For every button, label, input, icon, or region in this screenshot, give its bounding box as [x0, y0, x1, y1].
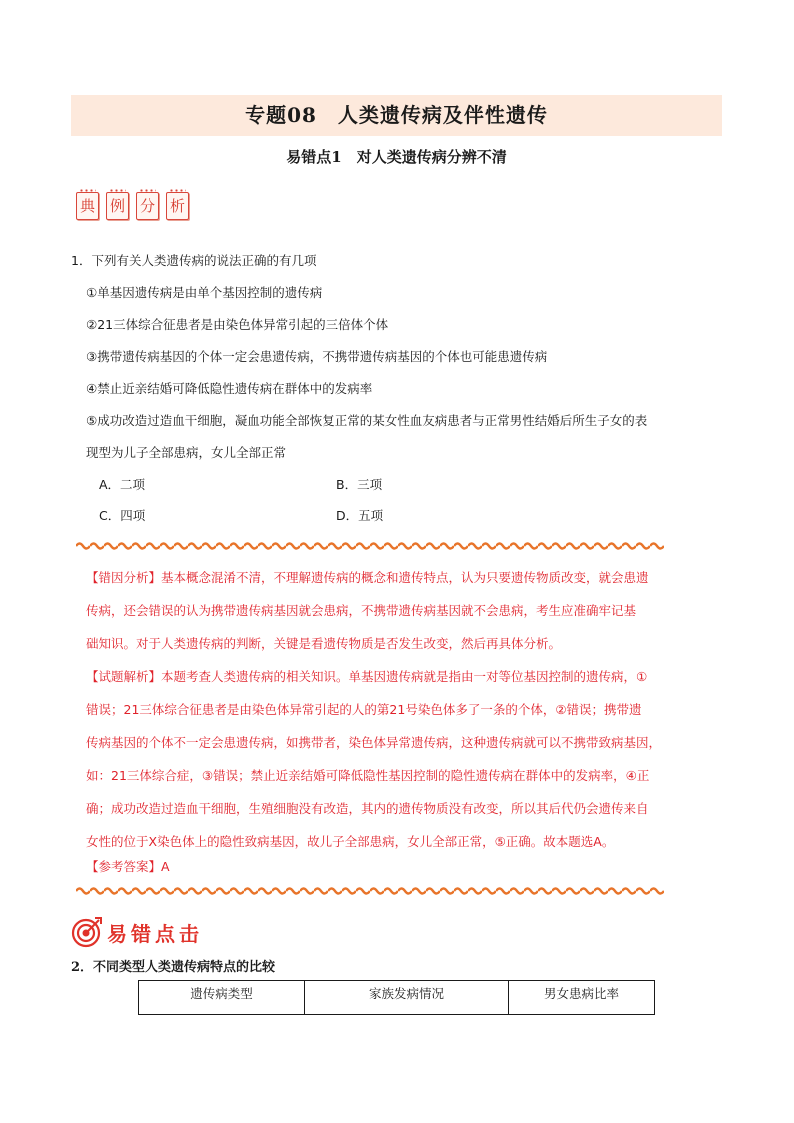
statement-5-cont: 现型为儿子全部患病，女儿全部正常: [86, 445, 287, 460]
section-2-heading: 2．不同类型人类遗传病特点的比较: [71, 960, 276, 975]
table-header-row: [139, 981, 655, 1015]
explanation-line: 确；成功改造过造血干细胞，生殖细胞没有改造，其内的遗传物质没有改变，所以其后代仍会遗传来自: [86, 801, 649, 816]
reference-answer: 【参考答案】A: [86, 859, 170, 874]
explanation-line: 错误；21三体综合征患者是由染色体异常引起的人的第21号染色体多了一条的个体，②错误；携带遗: [86, 702, 642, 717]
badge-char: 析: [166, 192, 189, 220]
table-header-cell: 遗传病类型: [139, 981, 305, 1015]
statement-1: ①单基因遗传病是由单个基因控制的遗传病: [86, 285, 323, 300]
error-cause-line: 传病，还会错误的认为携带遗传病基因就会患病，不携带遗传病基因就不会患病，考生应准确牢记基: [86, 603, 637, 618]
statement-5: ⑤成功改造过造血干细胞，凝血功能全部恢复正常的某女性血友病患者与正常男性结婚后所生子女的表: [86, 413, 648, 428]
example-analysis-badge: [76, 192, 189, 220]
statement-2: ②21三体综合征患者是由染色体异常引起的三倍体个体: [86, 317, 389, 332]
tips-badge-label: 易错点击: [107, 921, 203, 946]
wavy-divider: [76, 540, 664, 550]
option-d: D．五项: [336, 508, 384, 523]
tips-badge: [71, 916, 203, 948]
option-b: B．三项: [336, 477, 383, 492]
target-icon: [71, 916, 103, 948]
error-cause-line: 【错因分析】基本概念混淆不清，不理解遗传病的概念和遗传特点，认为只要遗传物质改变，就会患遗: [86, 570, 649, 585]
badge-char: 例: [106, 192, 129, 220]
explanation-line: 女性的位于X染色体上的隐性致病基因，故儿子全部患病，女儿全部正常，⑤正确。故本题选A。: [86, 834, 615, 849]
table-header-cell: 男女患病比率: [509, 981, 655, 1015]
badge-char: 分: [136, 192, 159, 220]
section-subtitle: 易错点1 对人类遗传病分辨不清: [286, 148, 507, 166]
comparison-table: [138, 980, 655, 1015]
question-stem: 1．下列有关人类遗传病的说法正确的有几项: [71, 253, 317, 268]
statement-3: ③携带遗传病基因的个体一定会患遗传病，不携带遗传病基因的个体也可能患遗传病: [86, 349, 548, 364]
statement-4: ④禁止近亲结婚可降低隐性遗传病在群体中的发病率: [86, 381, 373, 396]
explanation-line: 【试题解析】本题考查人类遗传病的相关知识。单基因遗传病就是指由一对等位基因控制的遗传病，①: [86, 669, 648, 684]
badge-char: 典: [76, 192, 99, 220]
option-c: C．四项: [99, 508, 146, 523]
explanation-line: 传病基因的个体不一定会患遗传病，如携带者，染色体异常遗传病，这种遗传病就可以不携带致病基因，: [86, 735, 662, 750]
error-cause-line: 础知识。对于人类遗传病的判断，关键是看遗传物质是否发生改变，然后再具体分析。: [86, 636, 562, 651]
table-header-cell: 家族发病情况: [305, 981, 509, 1015]
wavy-divider: [76, 885, 664, 895]
option-a: A．二项: [99, 477, 146, 492]
explanation-line: 如：21三体综合症，③错误；禁止近亲结婚可降低隐性基因控制的隐性遗传病在群体中的发病率，④正: [86, 768, 650, 783]
page-title: 专题08 人类遗传病及伴性遗传: [245, 103, 548, 127]
